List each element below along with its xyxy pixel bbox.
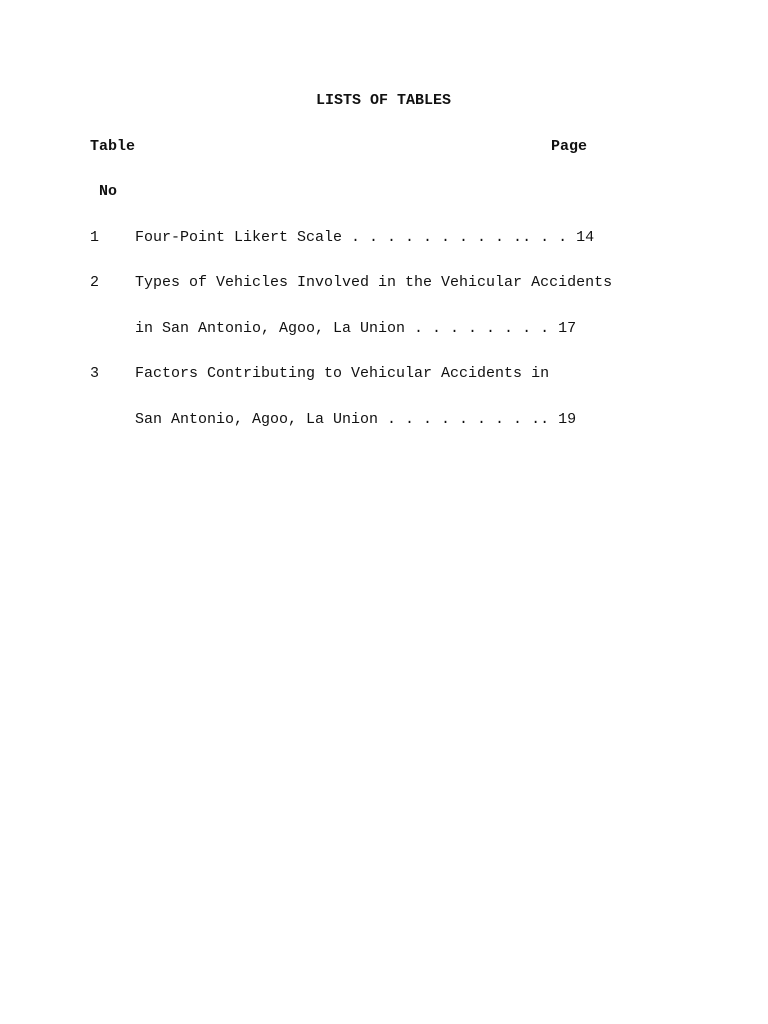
- entry-text: Factors Contributing to Vehicular Accidents in: [135, 365, 550, 382]
- entry-text-continuation: San Antonio, Agoo, La Union . . . . . . . . .. 19: [135, 411, 577, 428]
- entry-text: Types of Vehicles Involved in the Vehicular Accidents: [135, 274, 613, 291]
- page-column-header: Page: [551, 138, 588, 155]
- entry-text: Four-Point Likert Scale . . . . . . . . . .. . . 14: [135, 229, 595, 246]
- page-title: LISTS OF TABLES: [316, 92, 452, 109]
- entry-text-continuation: in San Antonio, Agoo, La Union . . . . . . . . 17: [135, 320, 577, 337]
- entry-number: 2: [90, 274, 100, 291]
- number-column-header: No: [99, 183, 118, 200]
- entry-number: 3: [90, 365, 100, 382]
- entry-number: 1: [90, 229, 100, 246]
- table-column-header: Table: [90, 138, 136, 155]
